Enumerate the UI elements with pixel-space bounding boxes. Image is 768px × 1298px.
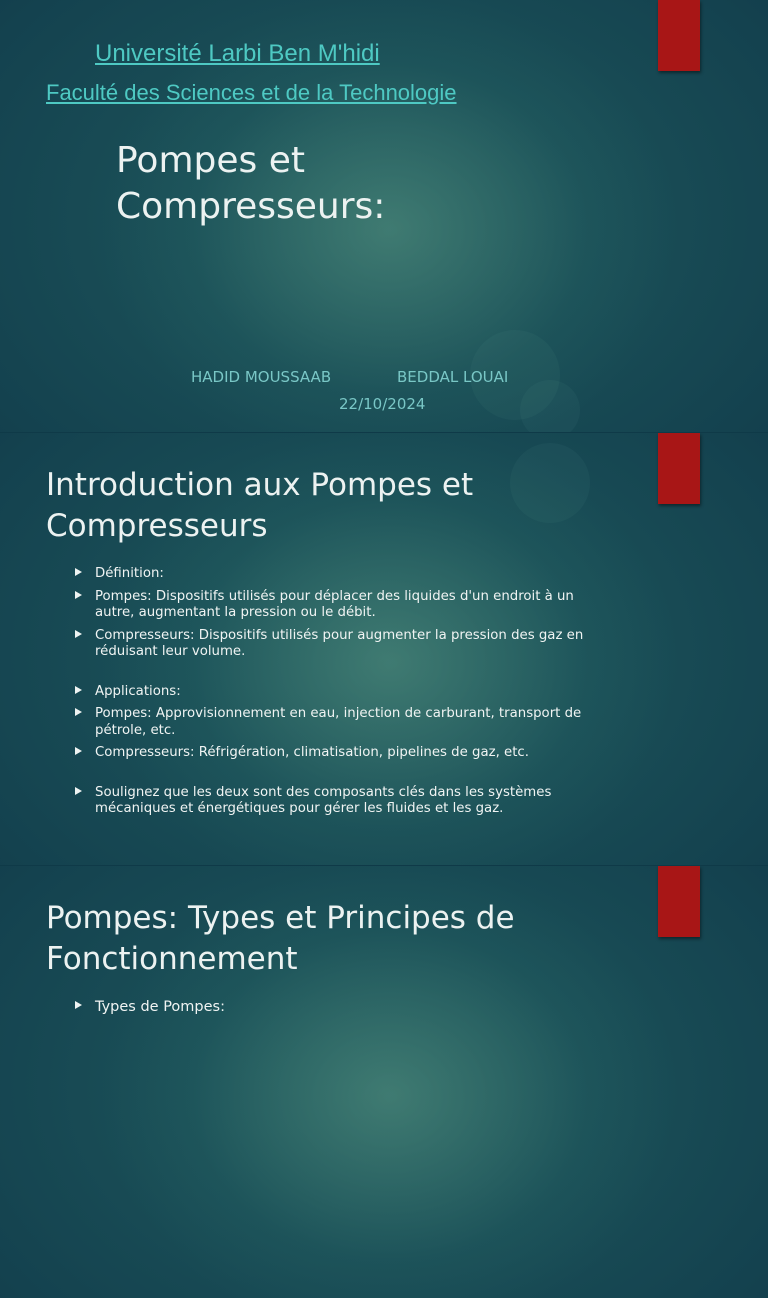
- slide-title: [0, 0, 768, 432]
- bullet-arrow-icon: [75, 686, 82, 694]
- author-name: HADID MOUSSAAB: [191, 368, 332, 386]
- bullet-text: Types de Pompes:: [95, 999, 225, 1015]
- bullet-item: [75, 589, 605, 622]
- bullet-list: [75, 999, 605, 1022]
- bullet-item: [75, 566, 605, 583]
- bokeh-decoration: [520, 380, 580, 432]
- bullet-arrow-icon: [75, 787, 82, 795]
- bullet-text: Compresseurs: Dispositifs utilisés pour augmenter la pression des gaz en réduisant leur volume.: [95, 627, 584, 659]
- university-link[interactable]: Université Larbi Ben M'hidi: [95, 40, 380, 67]
- bullet-text: Définition:: [95, 566, 164, 581]
- slide-title-text: Introduction aux Pompes et Compresseurs: [46, 467, 474, 544]
- author-name: BEDDAL LOUAI: [397, 368, 509, 386]
- bullet-text: Pompes: Approvisionnement en eau, injection de carburant, transport de pétrole, etc.: [95, 706, 582, 738]
- slide-pump-types: [0, 866, 768, 1298]
- red-accent-tab: [658, 0, 700, 71]
- bullet-item: [75, 684, 605, 701]
- slide-title-text: Pompes: Types et Principes de Fonctionnement: [46, 900, 515, 977]
- bullet-arrow-icon: [75, 708, 82, 716]
- red-accent-tab: [658, 866, 700, 937]
- bullet-list: [75, 566, 605, 824]
- bullet-text: Applications:: [95, 683, 181, 699]
- bullet-arrow-icon: [75, 1001, 82, 1009]
- bullet-item: [75, 628, 605, 661]
- bullet-item: [75, 785, 605, 818]
- presentation-title: Pompes et Compresseurs:: [116, 140, 386, 227]
- slide-introduction: [0, 433, 768, 865]
- bullet-item: [75, 706, 605, 739]
- bullet-text: Soulignez que les deux sont des composants clés dans les systèmes mécaniques et énergétiques pour gérer les fluides et les gaz.: [95, 784, 552, 816]
- bullet-arrow-icon: [75, 747, 82, 755]
- bullet-text: Pompes: Dispositifs utilisés pour déplacer des liquides d'un endroit à un autre, augmentant la pression ou le débit.: [95, 588, 574, 620]
- faculty-link[interactable]: Faculté des Sciences et de la Technologie: [46, 80, 457, 105]
- bullet-arrow-icon: [75, 591, 82, 599]
- bullet-item: [75, 999, 605, 1016]
- bullet-item: [75, 745, 605, 762]
- bullet-arrow-icon: [75, 630, 82, 638]
- red-accent-tab: [658, 433, 700, 504]
- bullet-text: Compresseurs: Réfrigération, climatisation, pipelines de gaz, etc.: [95, 745, 529, 760]
- bullet-arrow-icon: [75, 568, 82, 576]
- presentation-date: 22/10/2024: [339, 395, 426, 413]
